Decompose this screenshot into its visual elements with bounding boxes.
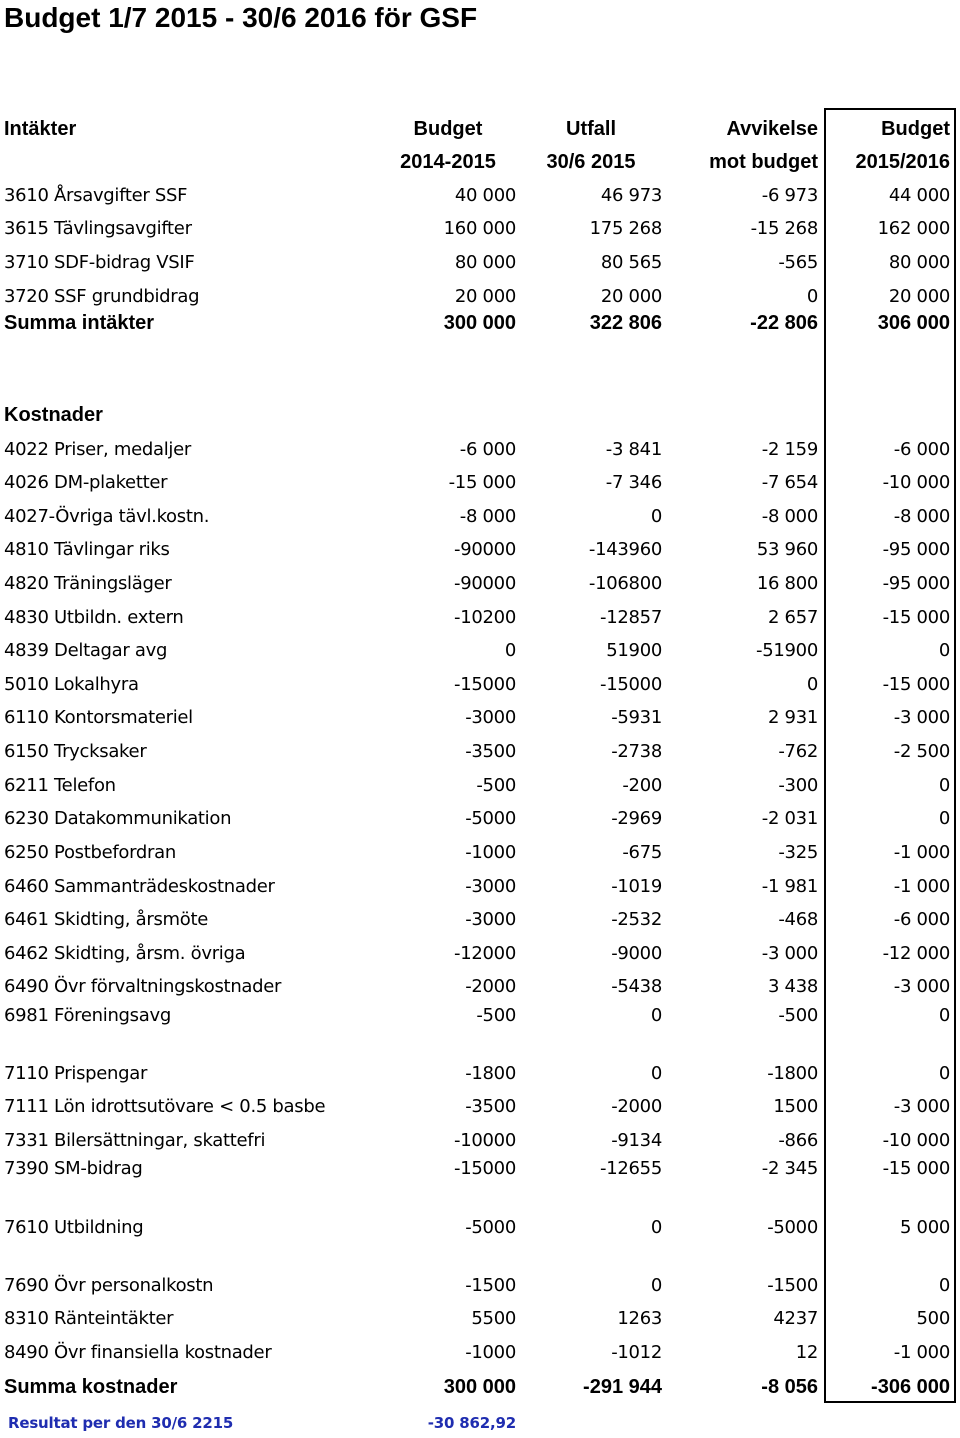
header-avvikelse: Avvikelse — [726, 118, 818, 140]
cost-avvikelse-value: -51900 — [756, 640, 818, 661]
cost-utfall-value: -12857 — [600, 607, 662, 628]
cost-utfall-value: -2969 — [611, 808, 662, 829]
table-row — [0, 181, 960, 211]
income-sum-utfall: 322 806 — [589, 312, 662, 334]
income-account-label: 3720 SSF grundbidrag — [4, 286, 200, 307]
income-budget-new-value: 162 000 — [877, 218, 950, 239]
cost-account-label: 7110 Prispengar — [4, 1063, 148, 1084]
table-row — [0, 771, 960, 801]
cost-account-label: 7331 Bilersättningar, skattefri — [4, 1130, 266, 1151]
header-period-utfall: 30/6 2015 — [546, 151, 636, 173]
header-period-budget-new: 2015/2016 — [855, 151, 950, 173]
cost-account-label: 4839 Deltagar avg — [4, 640, 168, 661]
income-budget-new-value: 80 000 — [888, 252, 950, 273]
cost-avvikelse-value: 2 931 — [767, 707, 818, 728]
page-title: Budget 1/7 2015 - 30/6 2016 för GSF — [4, 2, 478, 33]
cost-avvikelse-value: -3 000 — [761, 943, 818, 964]
cost-account-label: 4022 Priser, medaljer — [4, 439, 192, 460]
cost-account-label: 4027-Övriga tävl.kostn. — [4, 506, 210, 527]
costs-heading-row — [0, 400, 960, 430]
header-period-budget: 2014-2015 — [400, 151, 496, 173]
cost-budget-new-value: -15 000 — [882, 674, 950, 695]
cost-budget-new-value: 0 — [938, 808, 950, 829]
cost-avvikelse-value: 1500 — [773, 1096, 818, 1117]
cost-budget-new-value: -6 000 — [893, 439, 950, 460]
table-row — [0, 1001, 960, 1031]
cost-utfall-value: 0 — [650, 1275, 662, 1296]
cost-utfall-value: 0 — [650, 1217, 662, 1238]
cost-budget-value: -15000 — [454, 674, 516, 695]
cost-budget-value: -5000 — [465, 808, 516, 829]
table-row — [0, 214, 960, 244]
cost-budget-new-value: 0 — [938, 775, 950, 796]
cost-account-label: 6110 Kontorsmateriel — [4, 707, 193, 728]
table-row — [0, 502, 960, 532]
cost-budget-new-value: -1 000 — [893, 1342, 950, 1363]
income-sum-label: Summa intäkter — [4, 312, 155, 334]
cost-utfall-value: -3 841 — [605, 439, 662, 460]
table-row — [0, 1338, 960, 1368]
income-budget-new-value: 20 000 — [888, 286, 950, 307]
cost-budget-value: -10000 — [454, 1130, 516, 1151]
cost-avvikelse-value: -1 981 — [761, 876, 818, 897]
income-utfall-value: 46 973 — [600, 185, 662, 206]
cost-budget-new-value: -95 000 — [882, 539, 950, 560]
cost-budget-new-value: -1 000 — [893, 842, 950, 863]
cost-avvikelse-value: -500 — [778, 1005, 818, 1026]
cost-budget-value: 5500 — [471, 1308, 516, 1329]
cost-avvikelse-value: -468 — [778, 909, 818, 930]
cost-budget-new-value: -3 000 — [893, 707, 950, 728]
income-heading: Intäkter — [4, 118, 77, 140]
cost-utfall-value: -200 — [622, 775, 662, 796]
cost-avvikelse-value: -8 000 — [761, 506, 818, 527]
cost-budget-value: -8 000 — [459, 506, 516, 527]
cost-sum-budget-new: -306 000 — [871, 1376, 950, 1398]
table-row — [0, 838, 960, 868]
cost-account-label: 6460 Sammanträdeskostnader — [4, 876, 275, 897]
table-row — [0, 1304, 960, 1334]
cost-sum-utfall: -291 944 — [583, 1376, 662, 1398]
table-row — [0, 670, 960, 700]
table-row — [0, 905, 960, 935]
table-row — [0, 804, 960, 834]
cost-budget-new-value: -1 000 — [893, 876, 950, 897]
cost-utfall-value: -5931 — [611, 707, 662, 728]
cost-utfall-value: -2000 — [611, 1096, 662, 1117]
cost-budget-new-value: 0 — [938, 640, 950, 661]
income-budget-new-value: 44 000 — [888, 185, 950, 206]
cost-account-label: 4810 Tävlingar riks — [4, 539, 170, 560]
cost-utfall-value: -5438 — [611, 976, 662, 997]
table-row — [0, 939, 960, 969]
cost-utfall-value: 0 — [650, 1005, 662, 1026]
cost-utfall-value: 0 — [650, 506, 662, 527]
cost-avvikelse-value: -2 345 — [761, 1158, 818, 1179]
cost-avvikelse-value: 12 — [795, 1342, 818, 1363]
result-value: -30 862,92 — [427, 1414, 516, 1432]
cost-budget-new-value: -2 500 — [893, 741, 950, 762]
cost-utfall-value: -2738 — [611, 741, 662, 762]
cost-budget-new-value: -12 000 — [882, 943, 950, 964]
cost-budget-new-value: -3 000 — [893, 976, 950, 997]
header-budget-new: Budget — [881, 118, 950, 140]
cost-account-label: 6211 Telefon — [4, 775, 116, 796]
income-avvikelse-value: -565 — [778, 252, 818, 273]
cost-avvikelse-value: 16 800 — [756, 573, 818, 594]
header-utfall: Utfall — [566, 118, 616, 140]
result-label: Resultat per den 30/6 2215 — [8, 1414, 234, 1432]
cost-account-label: 6462 Skidting, årsm. övriga — [4, 943, 246, 964]
cost-utfall-value: -143960 — [588, 539, 662, 560]
table-row — [0, 1154, 960, 1184]
cost-budget-new-value: -15 000 — [882, 1158, 950, 1179]
table-row — [0, 636, 960, 666]
cost-account-label: 5010 Lokalhyra — [4, 674, 139, 695]
cost-sum-row — [0, 1372, 960, 1402]
cost-avvikelse-value: -300 — [778, 775, 818, 796]
cost-avvikelse-value: -762 — [778, 741, 818, 762]
table-row — [0, 248, 960, 278]
cost-utfall-value: -9134 — [611, 1130, 662, 1151]
cost-budget-value: -15000 — [454, 1158, 516, 1179]
cost-account-label: 7690 Övr personalkostn — [4, 1275, 214, 1296]
cost-utfall-value: -106800 — [588, 573, 662, 594]
cost-utfall-value: -7 346 — [605, 472, 662, 493]
table-row — [0, 1092, 960, 1122]
cost-account-label: 6230 Datakommunikation — [4, 808, 232, 829]
header-budget: Budget — [413, 118, 483, 140]
table-row — [0, 603, 960, 633]
table-row — [0, 1126, 960, 1156]
cost-account-label: 7390 SM-bidrag — [4, 1158, 143, 1179]
income-avvikelse-value: 0 — [806, 286, 818, 307]
table-row — [0, 1059, 960, 1089]
cost-avvikelse-value: -2 159 — [761, 439, 818, 460]
cost-avvikelse-value: 3 438 — [767, 976, 818, 997]
cost-utfall-value: 0 — [650, 1063, 662, 1084]
cost-sum-avvikelse: -8 056 — [761, 1376, 818, 1398]
income-account-label: 3710 SDF-bidrag VSIF — [4, 252, 195, 273]
table-row — [0, 468, 960, 498]
cost-utfall-value: 1263 — [617, 1308, 662, 1329]
cost-account-label: 8490 Övr finansiella kostnader — [4, 1342, 272, 1363]
cost-utfall-value: -12655 — [600, 1158, 662, 1179]
income-avvikelse-value: -15 268 — [750, 218, 818, 239]
costs-heading: Kostnader — [4, 404, 103, 426]
cost-account-label: 6981 Föreningsavg — [4, 1005, 171, 1026]
table-row — [0, 1271, 960, 1301]
cost-avvikelse-value: -7 654 — [761, 472, 818, 493]
cost-budget-new-value: -15 000 — [882, 607, 950, 628]
cost-avvikelse-value: 2 657 — [767, 607, 818, 628]
cost-budget-new-value: -8 000 — [893, 506, 950, 527]
cost-budget-value: -1000 — [465, 1342, 516, 1363]
cost-budget-new-value: -95 000 — [882, 573, 950, 594]
cost-avvikelse-value: -5000 — [767, 1217, 818, 1238]
header-period-avvikelse: mot budget — [709, 151, 818, 173]
income-account-label: 3615 Tävlingsavgifter — [4, 218, 192, 239]
header-row-2 — [0, 147, 960, 177]
cost-avvikelse-value: -325 — [778, 842, 818, 863]
cost-sum-label: Summa kostnader — [4, 1376, 178, 1398]
income-account-label: 3610 Årsavgifter SSF — [4, 185, 188, 206]
cost-account-label: 4820 Träningsläger — [4, 573, 172, 594]
cost-account-label: 7610 Utbildning — [4, 1217, 144, 1238]
income-sum-avvikelse: -22 806 — [750, 312, 818, 334]
cost-budget-new-value: 500 — [916, 1308, 950, 1329]
cost-budget-new-value: 0 — [938, 1275, 950, 1296]
cost-utfall-value: -2532 — [611, 909, 662, 930]
cost-budget-value: -500 — [476, 775, 516, 796]
income-sum-row — [0, 308, 960, 338]
cost-budget-new-value: -10 000 — [882, 472, 950, 493]
table-row — [0, 435, 960, 465]
cost-avvikelse-value: -866 — [778, 1130, 818, 1151]
cost-budget-value: -3500 — [465, 741, 516, 762]
cost-utfall-value: -15000 — [600, 674, 662, 695]
cost-utfall-value: -1019 — [611, 876, 662, 897]
cost-account-label: 4026 DM-plaketter — [4, 472, 168, 493]
cost-budget-value: -3000 — [465, 707, 516, 728]
cost-budget-value: -1800 — [465, 1063, 516, 1084]
cost-avvikelse-value: 4237 — [773, 1308, 818, 1329]
header-row-1 — [0, 114, 960, 144]
table-row — [0, 972, 960, 1002]
cost-budget-value: -3500 — [465, 1096, 516, 1117]
cost-budget-new-value: -10 000 — [882, 1130, 950, 1151]
cost-avvikelse-value: 0 — [806, 674, 818, 695]
cost-budget-new-value: -3 000 — [893, 1096, 950, 1117]
income-budget-value: 40 000 — [454, 185, 516, 206]
cost-budget-new-value: 5 000 — [899, 1217, 950, 1238]
table-row — [0, 872, 960, 902]
cost-budget-value: -10200 — [454, 607, 516, 628]
income-sum-budget-new: 306 000 — [877, 312, 950, 334]
cost-budget-value: -3000 — [465, 876, 516, 897]
table-row — [0, 703, 960, 733]
cost-utfall-value: -1012 — [611, 1342, 662, 1363]
cost-account-label: 6150 Trycksaker — [4, 741, 147, 762]
cost-budget-value: -90000 — [454, 573, 516, 594]
cost-avvikelse-value: 53 960 — [756, 539, 818, 560]
cost-avvikelse-value: -2 031 — [761, 808, 818, 829]
cost-budget-value: -6 000 — [459, 439, 516, 460]
cost-budget-value: -2000 — [465, 976, 516, 997]
income-budget-value: 20 000 — [454, 286, 516, 307]
cost-account-label: 7111 Lön idrottsutövare < 0.5 basbe — [4, 1096, 326, 1117]
cost-budget-value: -12000 — [454, 943, 516, 964]
cost-account-label: 6461 Skidting, årsmöte — [4, 909, 209, 930]
cost-utfall-value: 51900 — [606, 640, 662, 661]
cost-avvikelse-value: -1800 — [767, 1063, 818, 1084]
income-budget-value: 160 000 — [443, 218, 516, 239]
cost-budget-value: -500 — [476, 1005, 516, 1026]
cost-budget-value: -5000 — [465, 1217, 516, 1238]
cost-budget-value: -90000 — [454, 539, 516, 560]
income-avvikelse-value: -6 973 — [761, 185, 818, 206]
income-sum-budget: 300 000 — [443, 312, 516, 334]
cost-avvikelse-value: -1500 — [767, 1275, 818, 1296]
cost-budget-value: 0 — [504, 640, 516, 661]
cost-account-label: 8310 Ränteintäkter — [4, 1308, 174, 1329]
cost-budget-new-value: 0 — [938, 1063, 950, 1084]
income-utfall-value: 175 268 — [589, 218, 662, 239]
cost-budget-value: -1500 — [465, 1275, 516, 1296]
cost-budget-value: -15 000 — [448, 472, 516, 493]
cost-budget-new-value: -6 000 — [893, 909, 950, 930]
income-utfall-value: 80 565 — [600, 252, 662, 273]
cost-account-label: 6490 Övr förvaltningskostnader — [4, 976, 282, 997]
cost-account-label: 6250 Postbefordran — [4, 842, 176, 863]
cost-utfall-value: -9000 — [611, 943, 662, 964]
cost-budget-new-value: 0 — [938, 1005, 950, 1026]
income-budget-value: 80 000 — [454, 252, 516, 273]
cost-sum-budget: 300 000 — [443, 1376, 516, 1398]
table-row — [0, 535, 960, 565]
table-row — [0, 737, 960, 767]
cost-utfall-value: -675 — [622, 842, 662, 863]
table-row — [0, 1213, 960, 1243]
cost-budget-value: -1000 — [465, 842, 516, 863]
income-utfall-value: 20 000 — [600, 286, 662, 307]
cost-account-label: 4830 Utbildn. extern — [4, 607, 184, 628]
cost-budget-value: -3000 — [465, 909, 516, 930]
table-row — [0, 569, 960, 599]
